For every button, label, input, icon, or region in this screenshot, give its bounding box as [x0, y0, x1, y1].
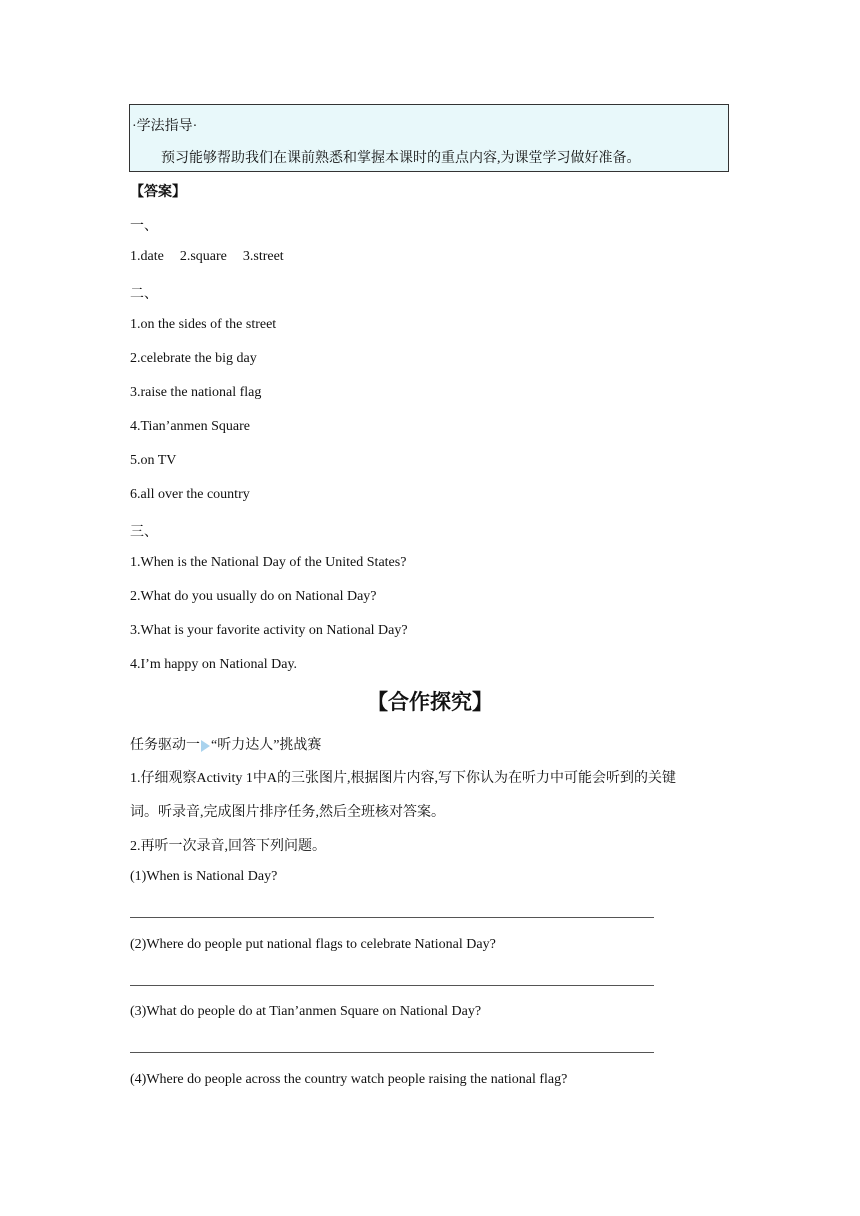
answer-item: 6.all over the country — [130, 487, 250, 502]
part3-label: 三、 — [130, 525, 158, 540]
question-2: (2)Where do people put national flags to celebrate National Day? — [130, 937, 496, 952]
answer-line-2[interactable] — [130, 985, 654, 986]
arrow-right-icon — [201, 740, 210, 752]
part1-label: 一、 — [130, 219, 158, 234]
question-4: (4)Where do people across the country watch people raising the national flag? — [130, 1072, 568, 1087]
instruction-1-line-2: 词。听录音,完成图片排序任务,然后全班核对答案。 — [130, 805, 445, 820]
answer-item: 2.square — [179, 249, 227, 264]
answer-line-1[interactable] — [130, 917, 654, 918]
answer-item: 1.on the sides of the street — [130, 317, 277, 332]
part2-label: 二、 — [130, 287, 158, 302]
instruction-2: 2.再听一次录音,回答下列问题。 — [130, 839, 326, 854]
instruction-1-line-1: 1.仔细观察Activity 1中A的三张图片,根据图片内容,写下你认为在听力中可能会听到的关键 — [130, 771, 676, 786]
answer-item: 3.street — [242, 249, 284, 264]
answer-item: 4.Tian’anmen Square — [130, 419, 251, 434]
answer-item: 2.celebrate the big day — [130, 351, 257, 366]
task-heading — [130, 734, 321, 754]
answer-item: 1.date — [130, 249, 164, 264]
task-prefix: 任务驱动一 — [130, 738, 200, 753]
section-title: 【合作探究】 — [367, 690, 493, 714]
answer-item: 4.I’m happy on National Day. — [130, 657, 298, 672]
task-suffix: “听力达人”挑战赛 — [211, 738, 322, 753]
study-tip-text: 预习能够帮助我们在课前熟悉和掌握本课时的重点内容,为课堂学习做好准备。 — [161, 151, 641, 166]
study-tip-box — [129, 104, 729, 172]
answer-line-3[interactable] — [130, 1052, 654, 1053]
answer-item: 1.When is the National Day of the United States? — [130, 555, 407, 570]
question-1: (1)When is National Day? — [130, 869, 278, 884]
question-3: (3)What do people do at Tian’anmen Square on National Day? — [130, 1004, 482, 1019]
answer-item: 2.What do you usually do on National Day? — [130, 589, 377, 604]
study-tip-title: ·学法指导· — [132, 119, 198, 134]
answer-item: 3.What is your favorite activity on National Day? — [130, 623, 408, 638]
answer-item: 5.on TV — [130, 453, 177, 468]
answer-item: 3.raise the national flag — [130, 385, 262, 400]
answers-heading: 【答案】 — [130, 185, 186, 200]
part1-answers — [130, 249, 284, 265]
